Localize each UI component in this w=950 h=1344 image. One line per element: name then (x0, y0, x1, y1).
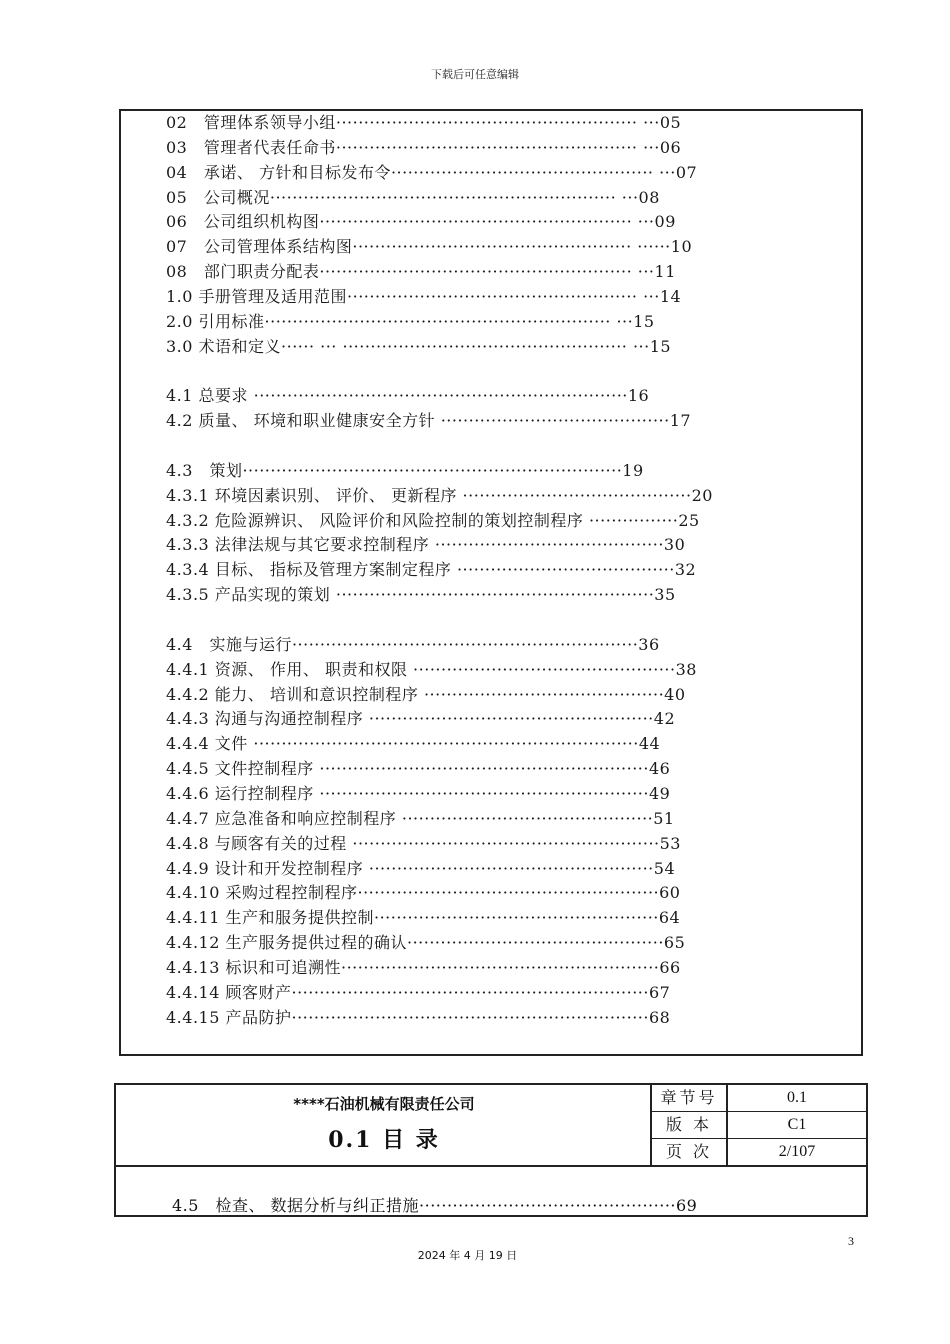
divider (116, 1165, 866, 1167)
toc-entry: 02 管理体系领导小组······················································ ···05 (166, 113, 682, 132)
toc-entry: 4.4.9 设计和开发控制程序 ···················································54 (166, 858, 676, 878)
toc-entry: 05 公司概况······························································ ···08 (166, 187, 660, 207)
toc-entry: 4.3.1 环境因素识别、 评价、 更新程序 ·········································20 (166, 485, 713, 505)
toc-entry: 1.0 手册管理及适用范围···················································· ···14 (166, 286, 682, 306)
toc-entry-4-5: 4.5 检查、 数据分析与纠正措施··············································69 (172, 1196, 698, 1215)
toc-entry: 04 承诺、 方针和目标发布令··············································· ···07 (166, 162, 698, 182)
toc-entry: 07 公司管理体系结构图·················································· ······10 (166, 237, 693, 257)
footer-date: 2024 年 4 月 19 日 (417, 1249, 518, 1262)
toc-entry: 4.4.11 生产和服务提供控制···················································64 (166, 908, 681, 928)
toc-entry: 4.3 策划····································································19 (166, 460, 644, 480)
toc-entry: 4.4.10 采购过程控制程序······················································60 (166, 883, 681, 903)
toc-entry: 4.2 质量、 环境和职业健康安全方针 ·········································17 (166, 411, 692, 431)
section-number-label: 章节号 (660, 1088, 718, 1107)
toc-entry: 4.4.8 与顾客有关的过程 ·······················································53 (166, 833, 681, 853)
toc-entry: 4.4.4 文件 ·····································································44 (166, 734, 661, 754)
toc-entry: 4.4.3 沟通与沟通控制程序 ···················································42 (166, 709, 676, 729)
toc-entry: 4.4.6 运行控制程序 ···························································49 (166, 783, 671, 803)
toc-entry: 08 部门职责分配表························································ ···11 (166, 262, 676, 282)
toc-entry: 2.0 引用标准······························································ ···15 (166, 311, 655, 331)
document-title: 0.1 目 录 (328, 1127, 440, 1153)
toc-entry: 4.3.3 法律法规与其它要求控制程序 ·········································30 (166, 535, 686, 555)
toc-entry: 4.4.15 产品防护································································68 (166, 1007, 671, 1027)
page-count-value: 2/107 (778, 1143, 816, 1160)
version-label: 版 本 (665, 1115, 713, 1134)
toc-entry: 4.3.5 产品实现的策划 ·························································35 (166, 585, 676, 605)
toc-entry: 4.4.1 资源、 作用、 职责和权限 ···············································38 (166, 659, 697, 679)
document-header-table (114, 1083, 868, 1217)
version-value: C1 (787, 1116, 807, 1133)
toc-entry: 4.4.5 文件控制程序 ···························································46 (166, 759, 671, 779)
page-count-label: 页 次 (665, 1142, 713, 1161)
toc-entry: 03 管理者代表任命书······················································ ···06 (166, 137, 682, 157)
section-number-value: 0.1 (787, 1089, 807, 1106)
page-number: 3 (848, 1234, 854, 1248)
toc-entry: 4.4.14 顾客财产································································67 (166, 982, 671, 1002)
toc-entry: 4.4.12 生产服务提供过程的确认··············································65 (166, 933, 686, 953)
company-name: ****石油机械有限责任公司 (293, 1095, 475, 1113)
toc-entry: 4.3.2 危险源辨识、 风险评价和风险控制的策划控制程序 ················25 (166, 510, 700, 530)
toc-entry: 4.4 实施与运行······························································36 (166, 634, 660, 654)
toc-entry: 4.4.2 能力、 培训和意识控制程序 ···········································40 (166, 684, 686, 704)
toc-entry: 4.3.4 目标、 指标及管理方案制定程序 ·······································32 (166, 560, 697, 580)
toc-entry: 06 公司组织机构图························································ ···09 (166, 212, 676, 232)
toc-entry: 4.4.7 应急准备和响应控制程序 ·············································51 (166, 808, 675, 828)
toc-entry: 4.1 总要求 ···································································16 (166, 386, 650, 406)
toc-entry: 3.0 术语和定义······ ··· ··················································· ···15 (166, 336, 672, 356)
toc-entry: 4.4.13 标识和可追溯性·························································66 (166, 957, 681, 977)
top-note: 下载后可任意编辑 (431, 68, 519, 81)
